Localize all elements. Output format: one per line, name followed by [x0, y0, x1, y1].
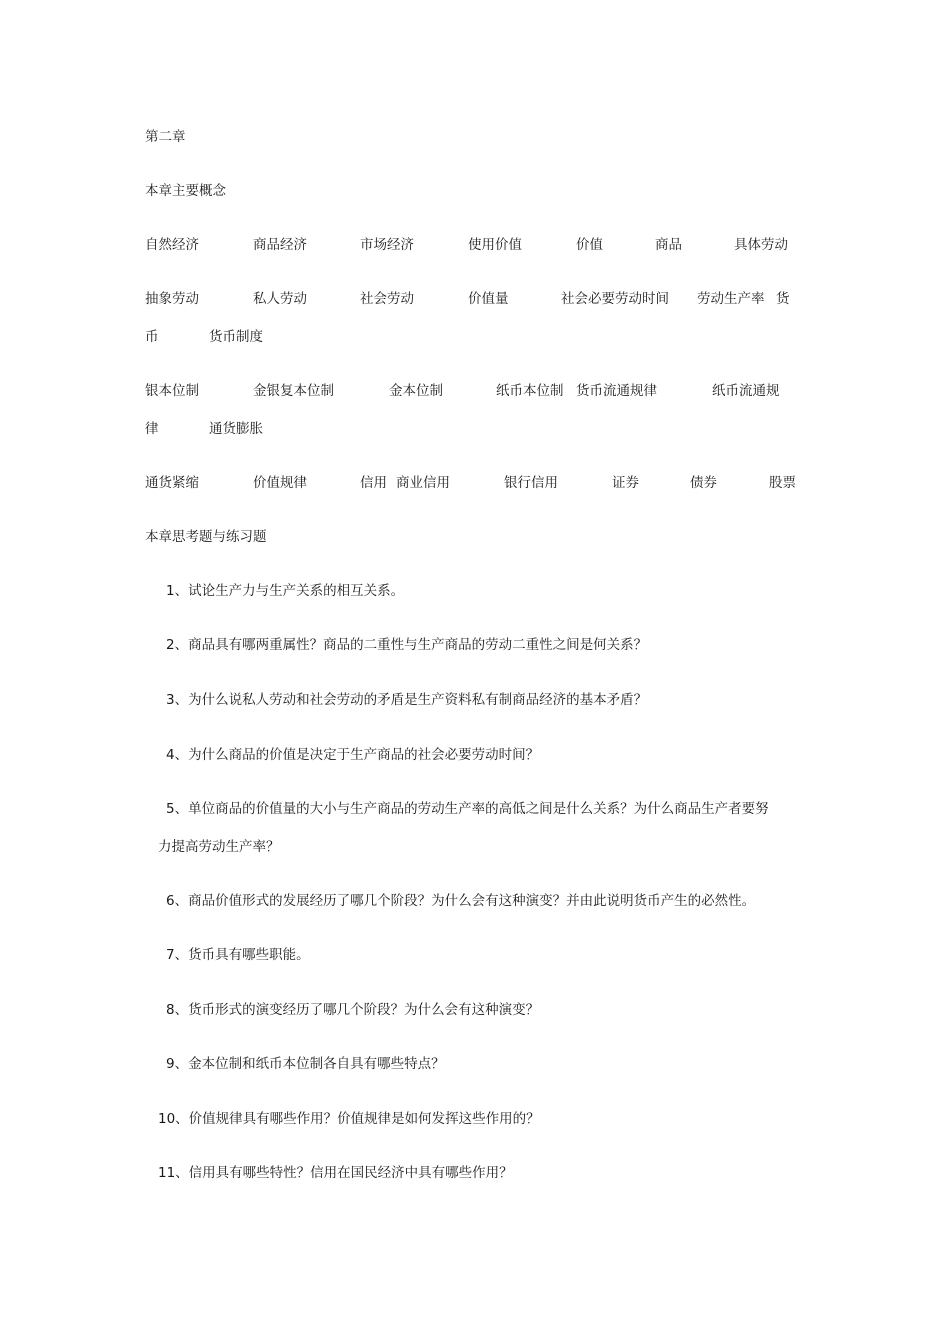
concept-term: 通货紧缩: [145, 475, 199, 491]
concept-term: 货币制度: [209, 329, 263, 345]
concept-term: 纸币流通规: [712, 383, 780, 399]
question-item: 2、商品具有哪两重属性？商品的二重性与生产商品的劳动二重性之间是何关系？: [166, 637, 648, 653]
concept-term: 自然经济: [145, 237, 199, 253]
question-item: 5、单位商品的价值量的大小与生产商品的劳动生产率的高低之间是什么关系？为什么商品生产者要努: [166, 801, 769, 817]
concepts-heading: 本章主要概念: [145, 183, 226, 199]
concept-term: 货币流通规律: [576, 383, 657, 399]
concept-term: 抽象劳动: [145, 291, 199, 307]
concept-term: 银本位制: [145, 383, 199, 399]
question-item: 10、价值规律具有哪些作用？价值规律是如何发挥这些作用的？: [158, 1111, 540, 1127]
question-item: 9、金本位制和纸币本位制各自具有哪些特点？: [166, 1056, 445, 1072]
concept-term: 价值规律: [253, 475, 307, 491]
questions-heading: 本章思考题与练习题: [145, 529, 267, 545]
concept-term: 商品经济: [253, 237, 307, 253]
concept-term: 纸币本位制: [496, 383, 564, 399]
question-item: 4、为什么商品的价值是决定于生产商品的社会必要劳动时间？: [166, 747, 540, 763]
question-item-continuation: 力提高劳动生产率？: [158, 839, 280, 855]
question-item: 11、信用具有哪些特性？信用在国民经济中具有哪些作用？: [158, 1165, 513, 1181]
concept-term: 使用价值: [468, 237, 522, 253]
concept-term: 商品: [655, 237, 682, 253]
concept-term: 股票: [769, 475, 796, 491]
concept-term: 证券: [612, 475, 639, 491]
concept-term: 律: [145, 421, 159, 437]
concept-term: 价值: [576, 237, 603, 253]
question-item: 6、商品价值形式的发展经历了哪几个阶段？为什么会有这种演变？并由此说明货币产生的必然性。: [166, 893, 756, 909]
concept-term: 通货膨胀: [209, 421, 263, 437]
concept-term: 币: [145, 329, 159, 345]
concept-term: 金银复本位制: [253, 383, 334, 399]
concept-term: 市场经济: [360, 237, 414, 253]
question-item: 1、试论生产力与生产关系的相互关系。: [166, 583, 405, 599]
chapter-title: 第二章: [145, 129, 186, 145]
concept-term: 金本位制: [389, 383, 443, 399]
concept-term: 债券: [690, 475, 717, 491]
concept-term: 商业信用: [396, 475, 450, 491]
concept-term: 银行信用: [504, 475, 558, 491]
concept-term: 社会劳动: [360, 291, 414, 307]
concept-term: 劳动生产率: [697, 291, 765, 307]
concept-term: 信用: [360, 475, 387, 491]
concept-term: 价值量: [468, 291, 509, 307]
concept-term: 货: [776, 291, 790, 307]
concept-term: 具体劳动: [734, 237, 788, 253]
concept-term: 社会必要劳动时间: [561, 291, 669, 307]
question-item: 7、货币具有哪些职能。: [166, 947, 310, 963]
question-item: 3、为什么说私人劳动和社会劳动的矛盾是生产资料私有制商品经济的基本矛盾？: [166, 692, 648, 708]
concept-term: 私人劳动: [253, 291, 307, 307]
question-item: 8、货币形式的演变经历了哪几个阶段？为什么会有这种演变？: [166, 1002, 540, 1018]
